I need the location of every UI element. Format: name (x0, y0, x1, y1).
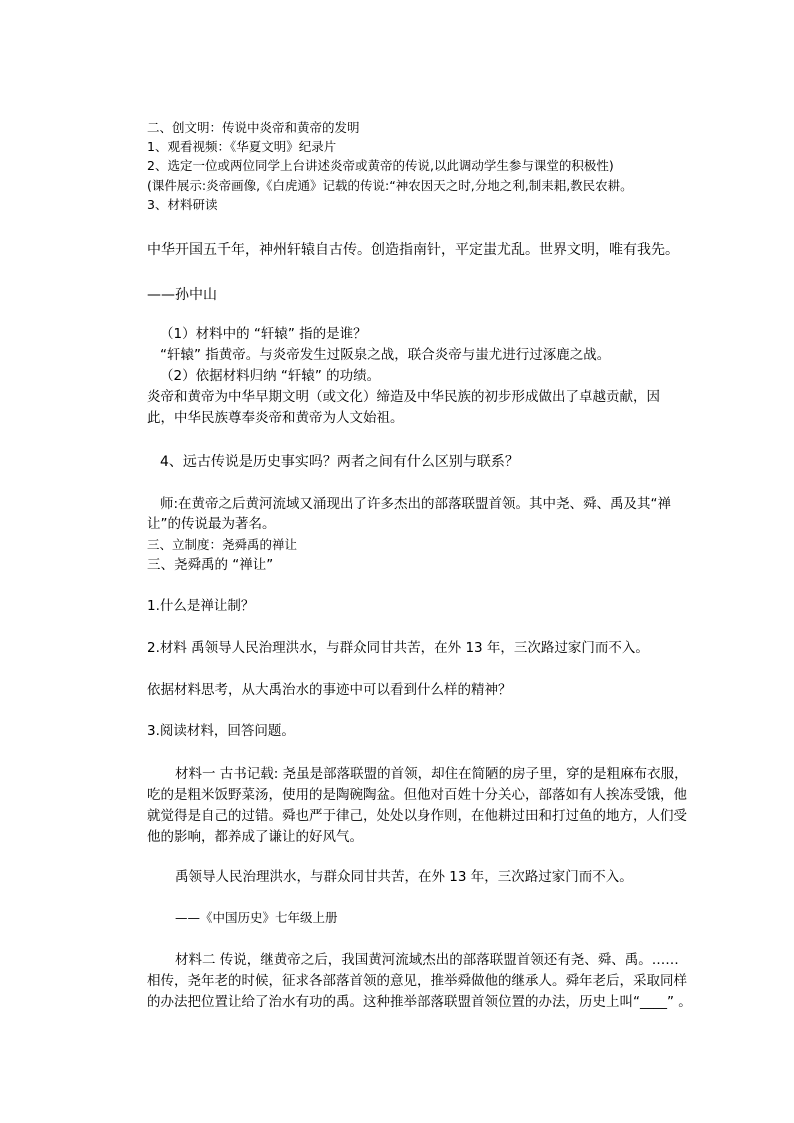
section-heading-2: 二、创文明：传说中炎帝和黄帝的发明 (147, 120, 360, 135)
question-2: （2）依据材料归纳 “轩辕” 的功绩。 (160, 368, 381, 384)
answer-2-line-1: 炎帝和黄帝为中华早期文明（或文化）缔造及中华民族的初步形成做出了卓越贡献，因 (147, 389, 660, 405)
material-1-source: ——《中国历史》七年级上册 (175, 910, 338, 925)
courseware-note: (课件展示:炎帝画像,《白虎通》记载的传说:“神农因天之时,分地之利,制耒耜,教民农耕。 (147, 178, 633, 193)
teacher-line-1: 师:在黄帝之后黄河流域又涌现出了许多杰出的部落联盟首领。其中尧、舜、禹及其“禅 (160, 496, 672, 512)
material-1-line-4: 他的影响，都养成了谦让的好风气。 (147, 829, 363, 845)
material-1-line-2: 吃的是粗米饭野菜汤，使用的是陶碗陶盆。但他对百姓十分关心，部落如有人挨冻受饿，他 (147, 787, 687, 803)
read-material-instruction: 3.阅读材料，回答问题。 (147, 723, 295, 739)
teacher-line-2: 让”的传说最为著名。 (147, 516, 276, 532)
section-heading-3: 三、立制度：尧舜禹的禅让 (147, 537, 298, 552)
question-1: （1）材料中的 “轩辕” 指的是谁？ (160, 326, 367, 342)
item-4: 4、远古传说是历史事实吗？两者之间有什么区别与联系？ (160, 454, 519, 470)
answer-2-line-2: 此，中华民族尊奉炎帝和黄帝为人文始祖。 (147, 410, 404, 426)
material-1-line-1: 材料一 古书记载: 尧虽是部落联盟的首领，却住在简陋的房子里，穿的是粗麻布衣服， (175, 766, 688, 782)
material-2-line-1: 材料二 传说，继黄帝之后，我国黄河流域杰出的部落联盟首领还有尧、舜、禹。…… (175, 952, 679, 968)
material-2-line-3: 的办法把位置让给了治水有功的禹。这种推举部落联盟首领位置的办法，历史上叫“____” 。 (147, 994, 692, 1010)
item-3: 3、材料研读 (147, 197, 218, 212)
section-heading-3b: 三、尧舜禹的 “禅让” (147, 557, 274, 573)
item-1: 1、观看视频：《华夏文明》纪录片 (147, 139, 337, 154)
question-spirit: 依据材料思考，从大禹治水的事迹中可以看到什么样的精神？ (147, 682, 512, 698)
quote-source: ——孙中山 (147, 287, 217, 303)
question-chanrang: 1.什么是禅让制？ (147, 598, 255, 614)
answer-1: “轩辕” 指黄帝。与炎帝发生过阪泉之战，联合炎帝与蚩尤进行过涿鹿之战。 (160, 347, 611, 363)
quote-text: 中华开国五千年，神州轩辕自古传。创造指南针，平定蚩尤乱。世界文明，唯有我先。 (147, 242, 679, 258)
material-1-yu: 禹领导人民治理洪水，与群众同甘共苦，在外 13 年，三次路过家门而不入。 (175, 869, 633, 885)
item-2: 2、选定一位或两位同学上台讲述炎帝或黄帝的传说,以此调动学生参与课堂的积极性) (147, 158, 614, 173)
material-yu: 2.材料 禹领导人民治理洪水，与群众同甘共苦，在外 13 年，三次路过家门而不入。 (147, 640, 649, 656)
material-1-line-3: 就觉得是自己的过错。舜也严于律己，处处以身作则，在他耕过田和打过鱼的地方，人们受 (147, 808, 687, 824)
material-2-line-2: 相传，尧年老的时候，征求各部落首领的意见，推举舜做他的继承人。舜年老后，采取同样 (147, 973, 687, 989)
